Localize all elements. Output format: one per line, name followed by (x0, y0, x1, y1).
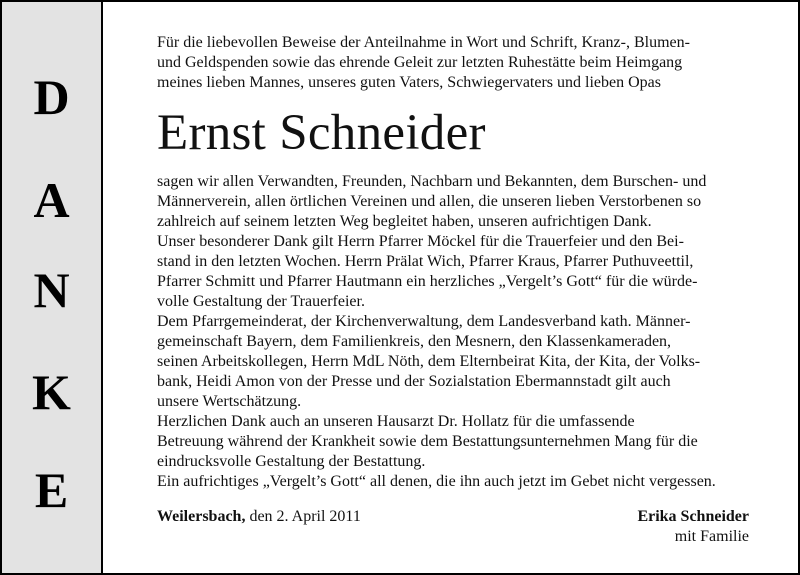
notice-footer (157, 507, 749, 547)
thanks-paragraph (157, 412, 752, 472)
intro-line: meines lieben Mannes, unseres guten Vaters, Schwiegervaters und lieben Opas (157, 74, 662, 91)
text-line: stand in den letzten Wochen. Herrn Prälat Wich, Pfarrer Kraus, Pfarrer Puthuveettil, (157, 253, 694, 270)
text-line: unsere Wertschätzung. (157, 393, 302, 410)
notice-content (157, 33, 752, 492)
danke-sidebar (2, 2, 103, 573)
text-line: volle Gestaltung der Trauerfeier. (157, 293, 365, 310)
text-line: seinen Arbeitskollegen, Herrn MdL Nöth, dem Elternbeirat Kita, der Kita, der Volks- (157, 353, 701, 370)
sidebar-letter: D (33, 69, 70, 125)
signature (637, 507, 749, 547)
deceased-name: Ernst Schneider (157, 105, 486, 161)
text-line: Pfarrer Schmitt und Pfarrer Hautmann ein herzliches „Vergelt’s Gott“ für die würde- (157, 273, 698, 290)
intro-line: Für die liebevollen Beweise der Anteilnahme in Wort und Schrift, Kranz-, Blumen- (157, 34, 690, 51)
signer-name: Erika Schneider (637, 508, 749, 525)
sidebar-letter: K (32, 364, 71, 420)
sidebar-letter: N (33, 262, 70, 318)
sidebar-letter: E (34, 462, 69, 518)
thanks-paragraph (157, 312, 752, 412)
intro-text (157, 33, 752, 93)
place: Weilersbach, (157, 508, 246, 525)
text-line: Betreuung während der Krankheit sowie dem Bestattungsunternehmen Mang für die (157, 433, 698, 450)
text-line: zahlreich auf seinem letzten Weg begleitet haben, unseren aufrichtigen Dank. (157, 213, 652, 230)
signer-family: mit Familie (674, 528, 749, 545)
text-line: sagen wir allen Verwandten, Freunden, Nachbarn und Bekannten, dem Burschen- und (157, 173, 707, 190)
text-line: Unser besonderer Dank gilt Herrn Pfarrer Möckel für die Trauerfeier und den Bei- (157, 233, 684, 250)
thanks-paragraph (157, 232, 752, 312)
thanks-paragraph (157, 472, 752, 492)
text-line: Dem Pfarrgemeinderat, der Kirchenverwaltung, dem Landesverband kath. Männer- (157, 313, 691, 330)
intro-line: und Geldspenden sowie das ehrende Geleit zur letzten Ruhestätte beim Heimgang (157, 54, 683, 71)
place-date (157, 507, 361, 527)
sidebar-letter: A (33, 172, 70, 228)
text-line: Männerverein, allen örtlichen Vereinen und allen, die unseren lieben Verstorbenen so (157, 193, 702, 210)
text-line: Herzlichen Dank auch an unseren Hausarzt Dr. Hollatz für die umfassende (157, 413, 635, 430)
text-line: gemeinschaft Bayern, dem Familienkreis, den Mesnern, den Klassenkameraden, (157, 333, 672, 350)
text-line: eindrucksvolle Gestaltung der Bestattung. (157, 453, 426, 470)
thanks-paragraph (157, 172, 752, 232)
date: den 2. April 2011 (245, 508, 361, 525)
text-line: bank, Heidi Amon von der Presse und der Sozialstation Ebermannstadt gilt auch (157, 373, 671, 390)
thanks-body (157, 172, 752, 492)
text-line: Ein aufrichtiges „Vergelt’s Gott“ all denen, die ihn auch jetzt im Gebet nicht vergessen. (157, 473, 716, 490)
